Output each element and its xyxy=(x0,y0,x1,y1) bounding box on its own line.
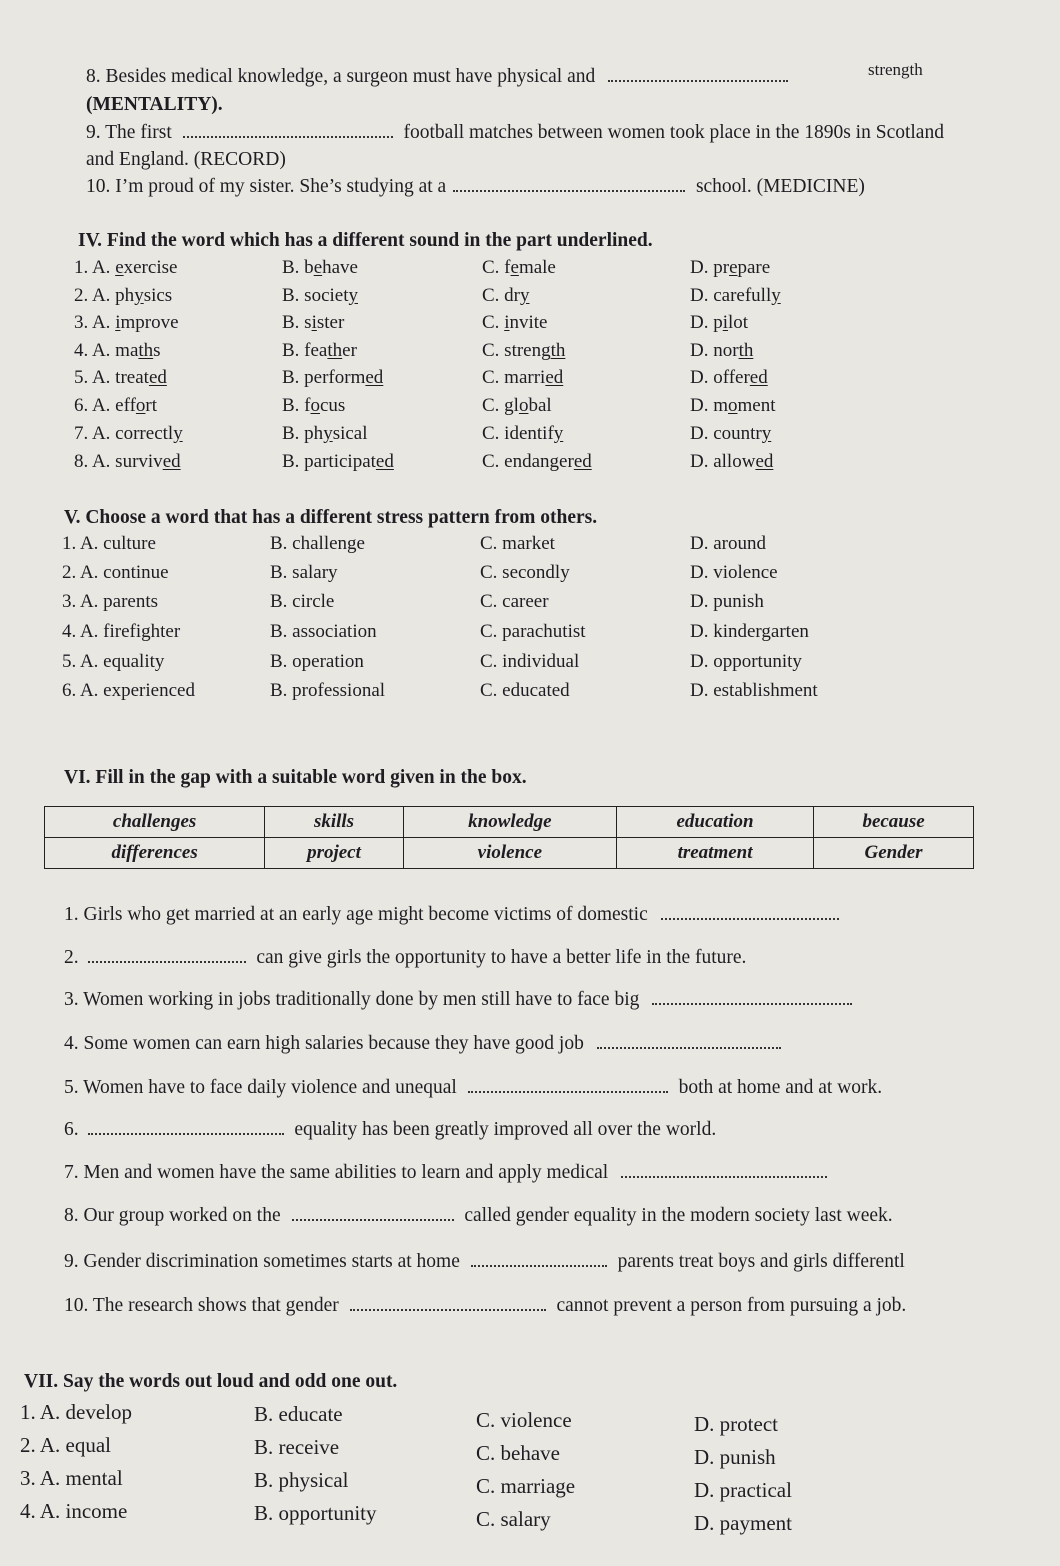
underlined-part: i xyxy=(504,312,510,333)
option-a[interactable]: 2. A. equal xyxy=(20,1433,111,1457)
fill-q6-text: equality has been greatly improved all over the world. xyxy=(294,1119,717,1140)
option-text: D. m xyxy=(690,395,728,416)
option-b[interactable] xyxy=(282,340,357,362)
option-text: B. perform xyxy=(282,367,366,388)
fill-q7 xyxy=(64,1162,827,1184)
underlined-part: ed xyxy=(749,367,768,388)
sec6-title: VI. Fill in the gap with a suitable word given in the box. xyxy=(64,767,527,788)
option-text: male xyxy=(518,257,556,278)
underlined-part: o xyxy=(135,395,146,416)
option-c[interactable]: C. marriage xyxy=(476,1474,576,1498)
underlined-part: y xyxy=(761,423,772,444)
option-c[interactable]: C. career xyxy=(480,591,549,612)
underlined-part: o xyxy=(728,395,738,416)
option-text: C. identif xyxy=(482,423,554,444)
fill-q8-blank[interactable] xyxy=(292,1207,454,1221)
option-text: 7. A. correctl xyxy=(74,423,174,444)
underlined-part: y xyxy=(348,285,358,306)
option-text: C. gl xyxy=(482,395,519,416)
underlined-part: ed xyxy=(573,451,592,472)
option-d[interactable] xyxy=(690,257,770,279)
fill-q1-blank[interactable] xyxy=(661,906,839,920)
underlined-part: th xyxy=(738,340,754,361)
underlined-part: o xyxy=(310,395,320,416)
stress-row xyxy=(0,651,1060,677)
option-b[interactable] xyxy=(282,423,368,445)
stress-row xyxy=(0,591,1060,617)
option-text: D. nor xyxy=(690,340,739,361)
option-d[interactable]: D. protect xyxy=(694,1412,778,1436)
fill-q9 xyxy=(64,1251,905,1273)
q8-line xyxy=(86,66,788,88)
sound-row xyxy=(0,312,1060,338)
option-text: C. f xyxy=(482,257,511,278)
underlined-part: th xyxy=(327,340,343,361)
option-b[interactable]: B. salary xyxy=(270,562,338,583)
option-text: cus xyxy=(320,395,346,416)
option-c[interactable] xyxy=(482,285,530,307)
underlined-part: th xyxy=(550,340,566,361)
option-text: s xyxy=(153,340,161,361)
option-text: B. societ xyxy=(282,285,349,306)
odd-row xyxy=(0,1499,1060,1535)
stress-row xyxy=(0,533,1060,559)
option-d[interactable] xyxy=(690,340,753,362)
option-d[interactable] xyxy=(690,285,781,307)
option-b[interactable] xyxy=(282,285,358,307)
option-b[interactable]: B. receive xyxy=(254,1435,340,1459)
stress-row xyxy=(0,621,1060,647)
fill-q9-blank[interactable] xyxy=(471,1253,607,1267)
underlined-part: i xyxy=(722,312,729,333)
option-text: B. s xyxy=(282,312,312,333)
option-c[interactable] xyxy=(482,395,552,417)
q9-cue: and England. (RECORD) xyxy=(86,149,286,170)
option-d[interactable]: D. punish xyxy=(694,1445,776,1469)
option-text: B. fea xyxy=(282,340,328,361)
option-text: 2. A. ph xyxy=(74,285,135,306)
underlined-part: e xyxy=(115,257,124,278)
option-text: xercise xyxy=(123,257,178,278)
sec4-title: IV. Find the word which has a different sound in the part underlined. xyxy=(78,230,653,251)
q10-line xyxy=(86,176,865,198)
fill-q2-text: can give girls the opportunity to have a better life in the future. xyxy=(256,947,747,968)
fill-q3-text: 3. Women working in jobs traditionally done by men still have to face big xyxy=(64,989,640,1010)
underlined-part: ed xyxy=(755,451,774,472)
option-c[interactable]: C. educated xyxy=(480,680,570,701)
sound-row xyxy=(0,367,1060,393)
option-text: D. allow xyxy=(690,451,756,472)
underlined-part: o xyxy=(518,395,529,416)
box-word: education xyxy=(616,807,813,838)
option-d[interactable]: D. practical xyxy=(694,1478,792,1502)
underlined-part: y xyxy=(134,285,144,306)
option-c[interactable]: C. violence xyxy=(476,1408,572,1432)
box-word: knowledge xyxy=(403,807,616,838)
underlined-part: i xyxy=(311,312,317,333)
option-text: 3. A. xyxy=(74,312,116,333)
underlined-part: ed xyxy=(545,367,564,388)
underlined-part: e xyxy=(729,257,738,278)
option-text: 4. A. ma xyxy=(74,340,139,361)
underlined-part: e xyxy=(313,257,323,278)
option-a[interactable]: 1. A. develop xyxy=(20,1400,132,1424)
fill-q9-text-b: parents treat boys and girls differentl xyxy=(617,1251,905,1272)
fill-q4-blank[interactable] xyxy=(597,1035,781,1049)
option-c[interactable] xyxy=(482,451,592,473)
underlined-part: y xyxy=(323,423,333,444)
fill-q5 xyxy=(64,1077,882,1099)
box-word: violence xyxy=(403,838,616,869)
box-word: project xyxy=(265,838,404,869)
option-d[interactable] xyxy=(690,312,748,334)
q8-blank[interactable] xyxy=(608,68,788,82)
underlined-part: ed xyxy=(162,451,181,472)
underlined-part: y xyxy=(520,285,530,306)
fill-q4-text: 4. Some women can earn high salaries because they have good job xyxy=(64,1033,584,1054)
option-text: D. countr xyxy=(690,423,762,444)
option-c[interactable]: C. individual xyxy=(480,651,580,672)
sound-row xyxy=(0,257,1060,283)
option-text: 5. A. treat xyxy=(74,367,149,388)
underlined-part: th xyxy=(138,340,154,361)
odd-row xyxy=(0,1400,1060,1436)
option-d[interactable]: D. payment xyxy=(694,1511,792,1535)
fill-q5-blank[interactable] xyxy=(468,1079,668,1093)
sec5-title: V. Choose a word that has a different stress pattern from others. xyxy=(64,507,598,528)
option-text: er xyxy=(342,340,357,361)
odd-row xyxy=(0,1433,1060,1469)
option-text: C. streng xyxy=(482,340,551,361)
underlined-part: y xyxy=(553,423,564,444)
fill-q3-blank[interactable] xyxy=(652,991,852,1005)
option-b[interactable] xyxy=(282,395,345,417)
option-text: sics xyxy=(143,285,173,306)
q9-text-b: football matches between women took place in the 1890s in Scotland xyxy=(403,122,944,143)
underlined-part: ed xyxy=(375,451,394,472)
option-text: D. carefull xyxy=(690,285,772,306)
fill-q6-blank[interactable] xyxy=(88,1121,284,1135)
underlined-part: ed xyxy=(365,367,384,388)
option-b[interactable] xyxy=(282,451,394,473)
option-b[interactable] xyxy=(282,312,344,334)
option-b[interactable] xyxy=(282,367,383,389)
option-a[interactable]: 6. A. experienced xyxy=(62,680,195,701)
fill-q6 xyxy=(64,1119,716,1141)
option-a[interactable]: 2. A. continue xyxy=(62,562,169,583)
q9-line xyxy=(86,122,944,144)
q9-blank[interactable] xyxy=(183,124,393,138)
fill-q10-text-b: cannot prevent a person from pursuing a job. xyxy=(556,1295,907,1316)
option-text: 6. A. eff xyxy=(74,395,136,416)
option-a[interactable] xyxy=(74,285,172,307)
option-a[interactable] xyxy=(74,451,181,473)
option-d[interactable] xyxy=(690,367,768,389)
fill-q4 xyxy=(64,1033,781,1055)
option-b[interactable]: B. challenge xyxy=(270,533,365,554)
option-text: ster xyxy=(316,312,345,333)
option-a[interactable]: 4. A. firefighter xyxy=(62,621,181,642)
box-word: challenges xyxy=(45,807,265,838)
sec7-title: VII. Say the words out loud and odd one out. xyxy=(24,1371,398,1392)
stress-row xyxy=(0,562,1060,588)
option-c[interactable] xyxy=(482,423,563,445)
q8-cue-text: (MENTALITY). xyxy=(86,94,223,115)
option-text: C. marri xyxy=(482,367,546,388)
option-text: C. endanger xyxy=(482,451,574,472)
option-text: have xyxy=(322,257,358,278)
option-d[interactable]: D. opportunity xyxy=(690,651,802,672)
option-c[interactable]: C. parachutist xyxy=(480,621,586,642)
option-b[interactable]: B. opportunity xyxy=(254,1501,377,1525)
option-d[interactable]: D. kindergarten xyxy=(690,621,809,642)
sound-row xyxy=(0,285,1060,311)
fill-q1-text: 1. Girls who get married at an early age might become victims of domestic xyxy=(64,904,648,925)
sound-row xyxy=(0,395,1060,421)
fill-q8-text-b: called gender equality in the modern society last week. xyxy=(464,1205,893,1226)
sound-row xyxy=(0,423,1060,449)
box-word: differences xyxy=(45,838,265,869)
option-a[interactable]: 5. A. equality xyxy=(62,651,165,672)
option-a[interactable] xyxy=(74,340,161,362)
option-b[interactable]: B. association xyxy=(270,621,377,642)
fill-q8 xyxy=(64,1205,893,1227)
option-text: D. pr xyxy=(690,257,730,278)
option-a[interactable]: 3. A. mental xyxy=(20,1466,123,1490)
option-a[interactable]: 4. A. income xyxy=(20,1499,128,1523)
fill-q2-blank[interactable] xyxy=(88,949,246,963)
option-b[interactable]: B. physical xyxy=(254,1468,349,1492)
box-word: Gender xyxy=(814,838,974,869)
option-a[interactable] xyxy=(74,312,179,334)
fill-q9-text-a: 9. Gender discrimination sometimes starts at home xyxy=(64,1251,460,1272)
option-d[interactable]: D. violence xyxy=(690,562,778,583)
option-a[interactable] xyxy=(74,367,167,389)
underlined-part: e xyxy=(510,257,519,278)
option-text: D. p xyxy=(690,312,723,333)
fill-q2 xyxy=(64,947,746,969)
option-text: ment xyxy=(737,395,776,416)
q10-text-a: 10. I’m proud of my sister. She’s studying at a xyxy=(86,176,447,197)
option-text: C. dr xyxy=(482,285,520,306)
option-c[interactable] xyxy=(482,340,565,362)
option-b[interactable]: B. operation xyxy=(270,651,364,672)
option-a[interactable] xyxy=(74,395,157,417)
fill-q3 xyxy=(64,989,852,1011)
sound-row xyxy=(0,451,1060,477)
fill-q10-text-a: 10. The research shows that gender xyxy=(64,1295,339,1316)
option-c[interactable]: C. secondly xyxy=(480,562,570,583)
fill-q10-blank[interactable] xyxy=(350,1297,546,1311)
option-b[interactable] xyxy=(282,257,358,279)
fill-q7-text: 7. Men and women have the same abilities to learn and apply medical xyxy=(64,1162,609,1183)
fill-q5-text-b: both at home and at work. xyxy=(678,1077,883,1098)
box-word: because xyxy=(814,807,974,838)
option-a[interactable]: 3. A. parents xyxy=(62,591,159,612)
option-text: mprove xyxy=(120,312,179,333)
option-c[interactable]: C. salary xyxy=(476,1507,551,1531)
option-b[interactable]: B. circle xyxy=(270,591,335,612)
option-b[interactable]: B. professional xyxy=(270,680,386,701)
option-b[interactable]: B. educate xyxy=(254,1402,343,1426)
word-box-row xyxy=(45,838,974,869)
fill-q8-text-a: 8. Our group worked on the xyxy=(64,1205,281,1226)
fill-q5-text-a: 5. Women have to face daily violence and unequal xyxy=(64,1077,457,1098)
option-a[interactable] xyxy=(74,423,183,445)
box-word: treatment xyxy=(616,838,813,869)
q10-blank[interactable] xyxy=(453,178,685,192)
option-d[interactable] xyxy=(690,423,771,445)
odd-row xyxy=(0,1466,1060,1502)
fill-q2-num: 2. xyxy=(64,947,79,968)
option-d[interactable]: D. punish xyxy=(690,591,764,612)
option-text: B. f xyxy=(282,395,311,416)
option-text: rt xyxy=(145,395,158,416)
option-text: nvite xyxy=(509,312,548,333)
option-text: pare xyxy=(737,257,771,278)
option-d[interactable]: D. around xyxy=(690,533,766,554)
underlined-part: ed xyxy=(148,367,167,388)
underlined-part: y xyxy=(173,423,183,444)
q9-text-a: 9. The first xyxy=(86,122,172,143)
option-text: sical xyxy=(332,423,368,444)
q8-strength: strength xyxy=(868,60,923,79)
fill-q10 xyxy=(64,1295,906,1317)
option-d[interactable] xyxy=(690,451,773,473)
fill-q1 xyxy=(64,904,839,926)
option-text: B. ph xyxy=(282,423,324,444)
option-text: B. b xyxy=(282,257,314,278)
option-text: bal xyxy=(528,395,552,416)
option-c[interactable]: C. market xyxy=(480,533,555,554)
option-d[interactable]: D. establishment xyxy=(690,680,818,701)
option-text: B. participat xyxy=(282,451,376,472)
option-text: 8. A. surviv xyxy=(74,451,163,472)
underlined-part: i xyxy=(115,312,121,333)
stress-row xyxy=(0,680,1060,706)
option-a[interactable]: 1. A. culture xyxy=(62,533,156,554)
option-c[interactable] xyxy=(482,312,547,334)
q8-cue xyxy=(86,94,223,116)
fill-q7-blank[interactable] xyxy=(621,1164,827,1178)
word-box-row xyxy=(45,807,974,838)
q10-text-b: school. (MEDICINE) xyxy=(695,176,865,197)
option-a[interactable] xyxy=(74,257,177,279)
option-text: 1. A. xyxy=(74,257,116,278)
word-box xyxy=(44,806,974,869)
option-text: lot xyxy=(728,312,749,333)
option-c[interactable]: C. behave xyxy=(476,1441,560,1465)
option-c[interactable] xyxy=(482,367,563,389)
option-d[interactable] xyxy=(690,395,776,417)
q8-text: 8. Besides medical knowledge, a surgeon must have physical and xyxy=(86,66,596,87)
option-text: D. offer xyxy=(690,367,750,388)
sound-row xyxy=(0,340,1060,366)
option-text: C. xyxy=(482,312,505,333)
fill-q6-num: 6. xyxy=(64,1119,79,1140)
underlined-part: y xyxy=(771,285,781,306)
option-c[interactable] xyxy=(482,257,556,279)
box-word: skills xyxy=(265,807,404,838)
